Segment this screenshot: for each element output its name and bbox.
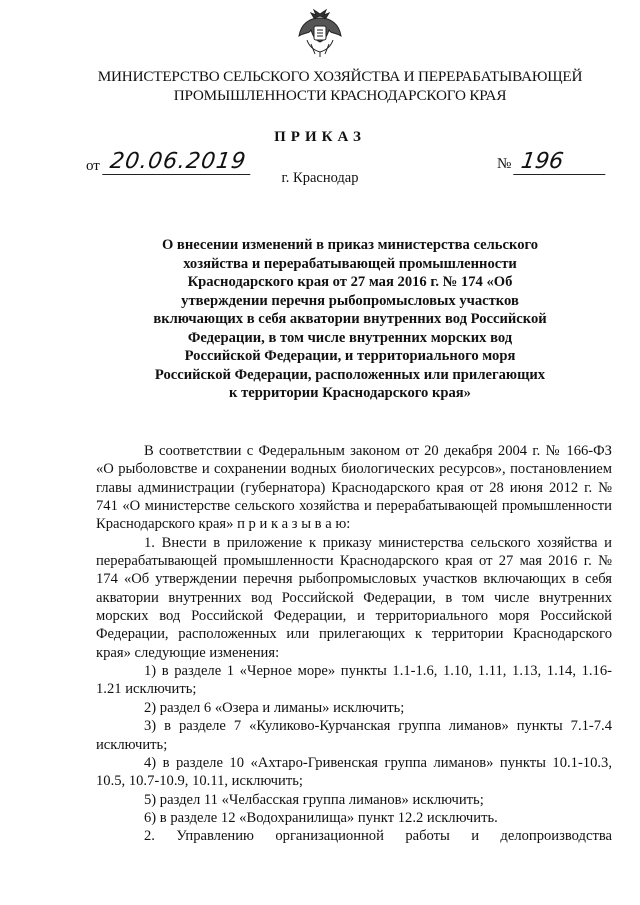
ministry-name-line-1: МИНИСТЕРСТВО СЕЛЬСКОГО ХОЗЯЙСТВА И ПЕРЕРАБАТЫВАЮЩЕЙ [97, 68, 583, 85]
paragraph-preamble: В соответствии с Федеральным законом от 20 декабря 2004 г. № 166-ФЗ «О рыболовстве и сохранении водных биологических ресурсов», постановлением главы администрации (губернатора) Краснодарского края от 28 июня 2012 г. № 741 «О министерстве сельского хозяйства и перерабатывающей промышленности Краснодарского края» п р и к а з ы в а ю: [96, 443, 612, 533]
paragraph-item-1: 1. Внести в приложение к приказу министерства сельского хозяйства и перерабатывающей промышленности Краснодарского края от 27 мая 2016 г. № 174 «Об утверждении перечня рыбопромысловых участков включающих в себя акватории внутренних вод Российской Федерации, в том числе внутренних морских вод Российской Федерации, и территориального моря Российской Федерации, расположенных или прилегающих к территории Краснодарского края» следующие изменения: [96, 534, 612, 661]
order-body [96, 442, 612, 846]
city: г. Краснодар [281, 170, 359, 186]
order-title: ПРИКАЗ [274, 129, 366, 145]
paragraph-subitem-5: 5) раздел 11 «Челбасская группа лиманов» исключить; [144, 791, 484, 808]
paragraph-subitem-4: 4) в разделе 10 «Ахтаро-Гривенская группа лиманов» пункты 10.1-10.3, 10.5, 10.7-10.9, 10.11, исключить; [96, 754, 612, 790]
paragraph-subitem-6: 6) в разделе 12 «Водохранилища» пункт 12.2 исключить. [144, 809, 498, 826]
date-value: 20.06.2019 [102, 150, 253, 175]
number-prefix: № [497, 156, 512, 172]
paragraph-subitem-3: 3) в разделе 7 «Куликово-Курчанская группа лиманов» пункты 7.1-7.4 исключить; [96, 718, 612, 753]
date-prefix: от [86, 158, 100, 174]
coat-of-arms-icon [297, 6, 343, 58]
paragraph-subitem-2: 2) раздел 6 «Озера и лиманы» исключить; [144, 699, 405, 716]
paragraph-subitem-1: 1) в разделе 1 «Черное море» пункты 1.1-1.6, 1.10, 1.11, 1.13, 1.14, 1.16-1.21 исключить; [96, 663, 612, 698]
paragraph-item-2: 2. Управлению организационной работы и делопроизводства [144, 828, 612, 845]
ministry-name [60, 67, 620, 105]
order-heading: О внесении изменений в приказ министерства сельского хозяйства и перерабатывающей промышленности Краснодарского края от 27 мая 2016 г. № 174 «Об утверждении перечня рыбопромысловых участков включающих в себя акватории внутренних вод Российской Федерации, в том числе внутренних морских вод Российской Федерации, и территориального моря Российской Федерации, расположенных или прилегающих к территории Краснодарского края» [153, 237, 547, 401]
number-value: 196 [513, 150, 609, 175]
ministry-name-line-2: ПРОМЫШЛЕННОСТИ КРАСНОДАРСКОГО КРАЯ [173, 87, 507, 104]
